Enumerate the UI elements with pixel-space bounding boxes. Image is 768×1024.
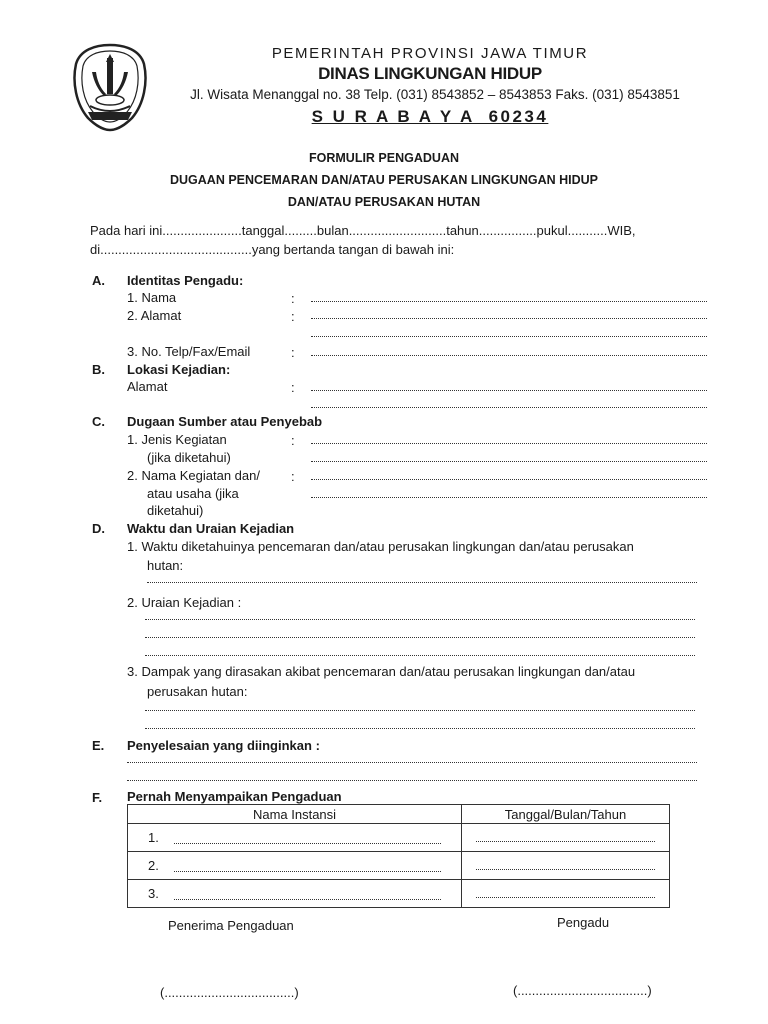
table-row — [128, 824, 670, 852]
field-uraian-1[interactable] — [145, 619, 695, 620]
table-row — [128, 880, 670, 908]
colon: : — [291, 291, 295, 306]
label-nama-kegiatan-2: atau usaha (jika — [147, 486, 239, 501]
column-header-tanggal: Tanggal/Bulan/Tahun — [462, 805, 670, 824]
column-header-nama-instansi: Nama Instansi — [128, 805, 462, 824]
section-c-letter: C. — [92, 414, 105, 429]
instansi-field[interactable] — [174, 899, 441, 900]
colon: : — [291, 433, 295, 448]
row-number: 2. — [148, 858, 159, 873]
field-dampak-2[interactable] — [145, 728, 695, 729]
signature-name-receiver[interactable]: (....................................) — [160, 985, 299, 1000]
field-nama-kegiatan-1[interactable] — [311, 479, 707, 480]
label-jika-diketahui: (jika diketahui) — [147, 450, 231, 465]
colon: : — [291, 345, 295, 360]
section-e-letter: E. — [92, 738, 105, 753]
field-nama-kegiatan-2[interactable] — [311, 497, 707, 498]
field-telp[interactable] — [311, 355, 707, 356]
tanggal-cell[interactable] — [462, 824, 670, 852]
field-nama[interactable] — [311, 301, 707, 302]
label-uraian: 2. Uraian Kejadian : — [127, 595, 242, 610]
label-waktu: 1. Waktu diketahuinya pencemaran dan/atau perusakan lingkungan dan/atau perusakan — [127, 539, 634, 554]
signature-name-complainant[interactable]: (....................................) — [513, 983, 652, 998]
field-jenis-kegiatan-2[interactable] — [311, 461, 707, 462]
label-nama-kegiatan-3: diketahui) — [147, 503, 204, 518]
row-number: 1. — [148, 830, 159, 845]
previous-complaints-table — [127, 804, 670, 908]
form-subtitle: DUGAAN PENCEMARAN DAN/ATAU PERUSAKAN LINGKUNGAN HIDUP — [169, 173, 598, 187]
label-nama-kegiatan: 2. Nama Kegiatan dan/ — [127, 468, 260, 483]
label-telp: 3. No. Telp/Fax/Email — [127, 344, 251, 359]
field-uraian-3[interactable] — [145, 655, 695, 656]
intro-line-1[interactable]: Pada hari ini......................tanggal.........bulan...........................tahun................pukul...........WIB, — [90, 223, 636, 238]
field-waktu[interactable] — [147, 582, 697, 583]
province-emblem-logo — [70, 42, 150, 132]
label-alamat: 2. Alamat — [127, 308, 182, 323]
colon: : — [291, 380, 295, 395]
instansi-cell[interactable] — [128, 852, 462, 880]
colon: : — [291, 469, 295, 484]
field-alamat-2[interactable] — [311, 336, 707, 337]
section-a-letter: A. — [92, 273, 105, 288]
label-dampak: 3. Dampak yang dirasakan akibat pencemaran dan/atau perusakan lingkungan dan/atau — [127, 664, 636, 679]
tanggal-field[interactable] — [476, 841, 655, 842]
colon: : — [291, 309, 295, 324]
field-uraian-2[interactable] — [145, 637, 695, 638]
section-f-letter: F. — [92, 790, 103, 805]
field-lokasi-1[interactable] — [311, 390, 707, 391]
tanggal-field[interactable] — [476, 897, 655, 898]
label-nama: 1. Nama — [127, 290, 177, 305]
section-e-heading: Penyelesaian yang diinginkan : — [127, 738, 320, 753]
signature-label-receiver: Penerima Pengaduan — [168, 918, 294, 933]
intro-line-2[interactable]: di..........................................yang bertanda tangan di bawah ini: — [90, 242, 455, 257]
letterhead-government: PEMERINTAH PROVINSI JAWA TIMUR — [271, 45, 589, 62]
instansi-field[interactable] — [174, 843, 441, 844]
section-f-heading: Pernah Menyampaikan Pengaduan — [127, 789, 342, 804]
field-alamat-1[interactable] — [311, 318, 707, 319]
label-waktu-2: hutan: — [147, 558, 184, 573]
section-a-heading: Identitas Pengadu: — [127, 273, 244, 288]
section-b-heading: Lokasi Kejadian: — [127, 362, 231, 377]
label-lokasi-alamat: Alamat — [127, 379, 168, 394]
field-penyelesaian-1[interactable] — [127, 762, 697, 763]
row-number: 3. — [148, 886, 159, 901]
form-subtitle-2: DAN/ATAU PERUSAKAN HUTAN — [287, 195, 481, 209]
section-d-heading: Waktu dan Uraian Kejadian — [127, 521, 295, 536]
instansi-field[interactable] — [174, 871, 441, 872]
instansi-cell[interactable] — [128, 880, 462, 908]
form-title: FORMULIR PENGADUAN — [309, 151, 459, 165]
letterhead-address: Jl. Wisata Menanggal no. 38 Telp. (031) 8543852 – 8543853 Faks. (031) 8543851 — [190, 87, 680, 102]
field-penyelesaian-2[interactable] — [127, 780, 697, 781]
letterhead-agency: DINAS LINGKUNGAN HIDUP — [318, 64, 542, 83]
section-b-letter: B. — [92, 362, 105, 377]
field-dampak-1[interactable] — [145, 710, 695, 711]
field-jenis-kegiatan-1[interactable] — [311, 443, 707, 444]
tanggal-cell[interactable] — [462, 880, 670, 908]
instansi-cell[interactable] — [128, 824, 462, 852]
tanggal-field[interactable] — [476, 869, 655, 870]
label-jenis-kegiatan: 1. Jenis Kegiatan — [127, 432, 227, 447]
letterhead-city: S U R A B A Y A 60234 — [311, 107, 549, 126]
label-dampak-2: perusakan hutan: — [147, 684, 248, 699]
signature-label-complainant: Pengadu — [557, 915, 610, 930]
tanggal-cell[interactable] — [462, 852, 670, 880]
table-row — [128, 852, 670, 880]
section-d-letter: D. — [92, 521, 105, 536]
section-c-heading: Dugaan Sumber atau Penyebab — [127, 414, 323, 429]
field-lokasi-2[interactable] — [311, 407, 707, 408]
